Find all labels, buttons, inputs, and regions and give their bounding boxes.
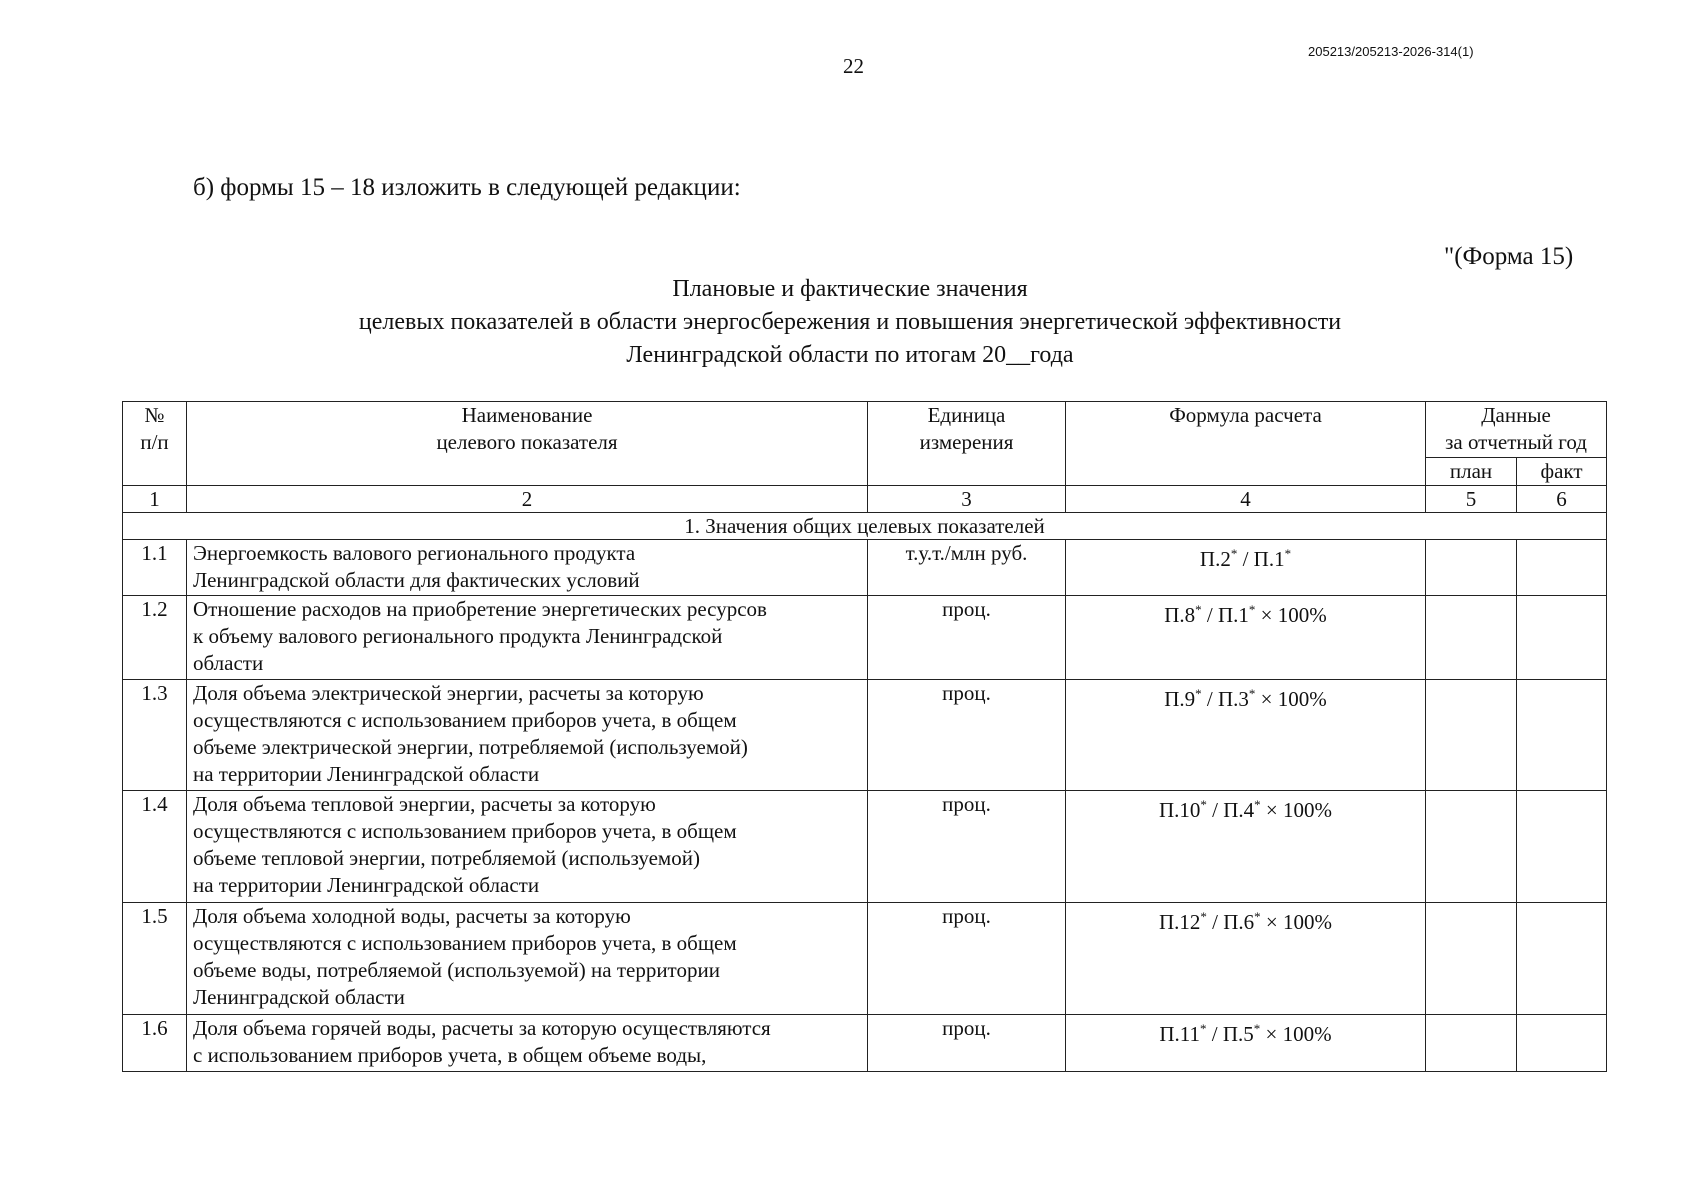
plan-value-cell [1426,791,1517,903]
indicator-name [187,1015,868,1072]
row-number: 1.6 [123,1015,187,1072]
indicator-name-line: осуществляются с использованием приборов учета, в общем [193,931,737,955]
plan-value-cell [1426,1015,1517,1072]
fact-value-cell [1517,903,1607,1015]
calculation-formula: П.12* / П.6* × 100% [1066,903,1426,1015]
header-plan: план [1426,458,1517,486]
indicator-name [187,596,868,680]
header-name [187,402,868,486]
plan-value-cell [1426,680,1517,791]
indicator-name-line: Энергоемкость валового регионального продукта [193,541,636,565]
header-row [123,402,1607,458]
fact-value-cell [1517,1015,1607,1072]
row-number: 1.3 [123,680,187,791]
column-number: 4 [1066,486,1426,513]
indicator-name-line: к объему валового регионального продукта Ленинградской [193,624,723,648]
page-number: 22 [843,54,864,78]
title-line-2: целевых показателей в области энергосбережения и повышения энергетической эффективности [358,309,1342,335]
indicator-name [187,540,868,596]
table-row [123,540,1607,596]
header-num [123,402,187,486]
indicator-name-line: Отношение расходов на приобретение энергетических ресурсов [193,597,767,621]
calculation-formula: П.2* / П.1* [1066,540,1426,596]
table-row [123,1015,1607,1072]
indicator-name-line: осуществляются с использованием приборов учета, в общем [193,708,737,732]
header-formula: Формула расчета [1066,402,1426,486]
header-unit [868,402,1066,486]
header-data [1426,402,1607,458]
unit-of-measure: проц. [868,596,1066,680]
header-name-line1: Наименование [461,403,593,427]
table-row [123,903,1607,1015]
section-row [123,513,1607,540]
table-row [123,791,1607,903]
column-number: 2 [187,486,868,513]
plan-value-cell [1426,903,1517,1015]
document-title [180,273,1520,372]
indicator-name-line: объеме электрической энергии, потребляемой (используемой) [193,735,748,759]
indicator-name [187,791,868,903]
table-row [123,596,1607,680]
header-name-line2: целевого показателя [436,430,618,454]
row-number: 1.1 [123,540,187,596]
header-data-line1: Данные [1481,403,1551,427]
row-number: 1.4 [123,791,187,903]
indicator-name [187,680,868,791]
unit-of-measure: проц. [868,791,1066,903]
fact-value-cell [1517,680,1607,791]
intro-text: б) формы 15 – 18 изложить в следующей редакции: [193,174,741,201]
header-unit-line2: измерения [919,430,1014,454]
column-number: 5 [1426,486,1517,513]
header-data-line2: за отчетный год [1445,430,1587,454]
unit-of-measure: проц. [868,680,1066,791]
plan-value-cell [1426,596,1517,680]
unit-of-measure: проц. [868,1015,1066,1072]
indicator-name-line: Ленинградской области [193,985,405,1009]
indicator-name-line: области [193,651,264,675]
indicator-name [187,903,868,1015]
plan-value-cell [1426,540,1517,596]
column-numbers-row [123,486,1607,513]
unit-of-measure: т.у.т./млн руб. [868,540,1066,596]
fact-value-cell [1517,540,1607,596]
title-line-1: Плановые и фактические значения [672,276,1028,302]
indicator-name-line: Ленинградской области для фактических условий [193,568,640,592]
form-label: "(Форма 15) [1444,243,1574,270]
indicator-name-line: на территории Ленинградской области [193,762,540,786]
indicator-name-line: объеме воды, потребляемой (используемой) на территории [193,958,720,982]
document-id: 205213/205213-2026-314(1) [1308,44,1474,59]
column-number: 3 [868,486,1066,513]
indicator-name-line: осуществляются с использованием приборов учета, в общем [193,819,737,843]
calculation-formula: П.10* / П.4* × 100% [1066,791,1426,903]
unit-of-measure: проц. [868,903,1066,1015]
table-row [123,680,1607,791]
column-number: 1 [123,486,187,513]
indicator-name-line: Доля объема тепловой энергии, расчеты за которую [193,792,656,816]
title-line-3: Ленинградской области по итогам 20__года [626,342,1074,368]
indicator-name-line: Доля объема холодной воды, расчеты за которую [193,904,631,928]
calculation-formula: П.9* / П.3* × 100% [1066,680,1426,791]
row-number: 1.2 [123,596,187,680]
indicator-name-line: Доля объема горячей воды, расчеты за которую осуществляются [193,1016,771,1040]
indicator-name-line: на территории Ленинградской области [193,873,540,897]
header-fact: факт [1517,458,1607,486]
header-unit-line1: Единица [927,403,1006,427]
indicators-table [122,401,1607,1072]
header-num-line2: п/п [140,430,169,454]
header-num-line1: № [144,403,165,427]
indicator-name-line: Доля объема электрической энергии, расчеты за которую [193,681,704,705]
section-title: 1. Значения общих целевых показателей [123,513,1607,540]
column-number: 6 [1517,486,1607,513]
calculation-formula: П.11* / П.5* × 100% [1066,1015,1426,1072]
fact-value-cell [1517,596,1607,680]
indicator-name-line: с использованием приборов учета, в общем объеме воды, [193,1043,707,1067]
fact-value-cell [1517,791,1607,903]
calculation-formula: П.8* / П.1* × 100% [1066,596,1426,680]
indicator-name-line: объеме тепловой энергии, потребляемой (используемой) [193,846,700,870]
row-number: 1.5 [123,903,187,1015]
